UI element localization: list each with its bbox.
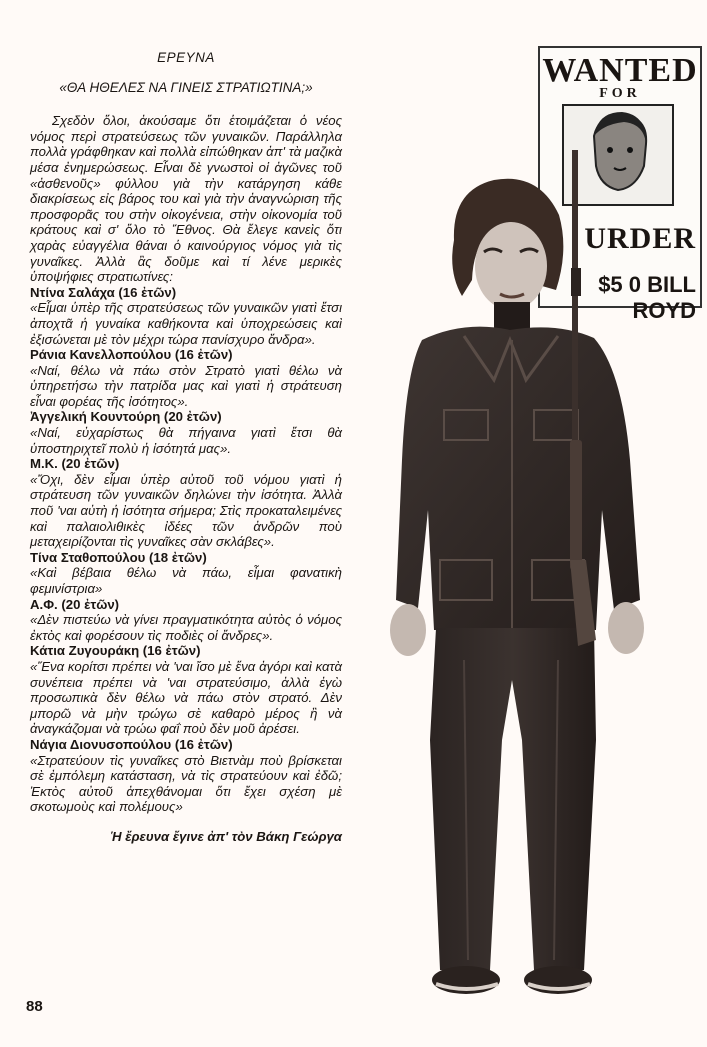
poster-for-text: FOR [599, 86, 641, 101]
respondent-name: Νάγια Διονυσοπούλου (16 ἐτῶν) [30, 736, 233, 752]
respondent-name: Τίνα Σταθοπούλου (18 ἐτῶν) [30, 549, 207, 565]
respondent-quote: «Δὲν πιστεύω νὰ γίνει πραγματικότητα αὐτὸς ὁ νόμος ἐκτὸς καὶ φορέσουν τὶς ποδιὲς οἱ ἄνδρες». [30, 612, 342, 643]
response [30, 643, 342, 737]
respondent-quote: «Ναί, εὐχαρίστως θὰ πήγαινα γιατὶ ἔτσι θὰ ὑποστηριχτεῖ πολὺ ἡ ἰσότητά μας». [30, 425, 342, 456]
poster-reward-text: $5 0 BILL ROYD [598, 272, 696, 323]
response [30, 409, 342, 456]
page-number: 88 [26, 998, 43, 1015]
respondent-quote: «Καὶ βέβαια θέλω νὰ πάω, εἶμαι φανατικὴ φεμινίστρια» [30, 565, 342, 596]
respondent-quote: «Ὄχι, δὲν εἶμαι ὑπὲρ αὐτοῦ τοῦ νόμου γιατὶ ἡ στράτευση τῶν γυναικῶν δηλώνει τὴν ἰσότητα. Ἀλλὰ ποῦ 'ναι αὐτὴ ἡ ἰσότητα σήμερα; Στὶς προκαταλειμένες καὶ παλαιολιθικὲς ἰδέες τῶν ἀνδρῶν ποὺ μεταχειρίζονται τὶς γυναῖκες σὰν σκλάβες». [30, 471, 342, 550]
respondent-quote: «Στρατεύουν τὶς γυναῖκες στὸ Βιετνὰμ ποὺ βρίσκεται σὲ ἐμπόλεμη κατάσταση, νὰ τὶς στρατεύουν καὶ ἐδῶ; Ἐκτὸς αὐτοῦ ἀπεχθάνομαι ὅτι ἔχει σχέση μὲ σκοτωμοὺς καὶ πολέμους» [30, 752, 342, 815]
respondent-name: Κάτια Ζυγουράκη (16 ἐτῶν) [30, 643, 201, 659]
response [30, 737, 342, 815]
respondent-name: Μ.Κ. (20 ἐτῶν) [30, 456, 120, 472]
section-title: ΕΡΕΥΝΑ [157, 50, 215, 65]
response [30, 550, 342, 597]
poster-wanted-text: WANTED [542, 52, 698, 89]
respondent-name: Ἀγγελική Κουντούρη (20 ἐτῶν) [30, 409, 222, 425]
article-credit: Ἡ ἔρευνα ἔγινε ἀπ' τὸν Βάκη Γεώργα [110, 828, 342, 844]
respondent-name: Α.Φ. (20 ἐτῶν) [30, 596, 120, 612]
soldier-girl-photo [344, 40, 707, 1010]
article-intro: Σχεδὸν ὅλοι, ἀκούσαμε ὅτι ἑτοιμάζεται ὁ νέος νόμος περὶ στρατεύσεως τῶν γυναικῶν. Παράλληλα πολλὰ γράφθηκαν καὶ πολλὰ εἰπώθηκαν ἀπ' τὰ μαζικὰ μέσα ἐνημερώσεως. Εἶναι δὲ γνωστοὶ οἱ ἀγῶνες τοῦ «ἀσθενοῦς» φύλλου γιὰ τὴν κατάργηση κάθε διακρίσεως εἰς βάρος του καὶ γιὰ τὴν ἀναγνώριση τῆς προσφορᾶς του στὴν οἰκογένεια, στὴν οἰκονομία τοῦ κράτους καὶ σ' ὅλο τὸ Ἔθνος. Θὰ ἔλεγε κανεὶς ὅτι χαρὰς εὐαγγέλια θάναι ὁ καινούργιος νόμος γιὰ τὶς γυναῖκες. Ἀλλὰ ἂς δοῦμε καὶ τί λένε μερικὲς ὑποψήφιες στρατιωτίνες: [30, 113, 342, 285]
respondent-name: Ράνια Κανελλοπούλου (16 ἐτῶν) [30, 347, 233, 363]
respondent-quote: «Ναί, θέλω νὰ πάω στὸν Στρατὸ γιατὶ θέλω νὰ ὑπηρετήσω τὴν πατρίδα μας καὶ γιατὶ ἡ στράτευση εἶναι φορέας τῆς ἰσότητος». [30, 362, 342, 409]
respondent-quote: «Ἕνα κορίτσι πρέπει νὰ 'ναι ἴσο μὲ ἕνα ἀγόρι καὶ κατὰ συνέπεια πρέπει νὰ 'ναι στρατεύσιμο, ἀλλὰ ἐγὼ προσωπικὰ δὲν θέλω νὰ πάω στὸν στρατό. Δὲν μπορῶ νὰ μὴν τρώγω σὲ καθαρὸ μέρος ἢ νὰ ἀναγκάζομαι νὰ τρώω φαΐ ποὺ δὲν μοῦ ἀρέσει. [30, 658, 342, 737]
respondent-name: Ντίνα Σαλάχα (16 ἐτῶν) [30, 284, 177, 300]
poster-crime-text: URDER [584, 222, 696, 255]
response [30, 597, 342, 644]
response [30, 347, 342, 409]
respondent-quote: «Εἶμαι ὑπὲρ τῆς στρατεύσεως τῶν γυναικῶν γιατὶ ἔτσι ἀποχτᾶ ἡ γυναίκα καθήκοντα καὶ ὑποχρεώσεις καὶ ἐξισώνεται μὲ τὸν μέχρι τώρα πανίσχυρο ἄνδρα». [30, 300, 342, 347]
article-column [30, 50, 342, 845]
response [30, 456, 342, 550]
response [30, 285, 342, 347]
article-headline: «ΘΑ ΗΘΕΛΕΣ ΝΑ ΓΙΝΕΙΣ ΣΤΡΑΤΙΩΤΙΝΑ;» [59, 79, 313, 95]
